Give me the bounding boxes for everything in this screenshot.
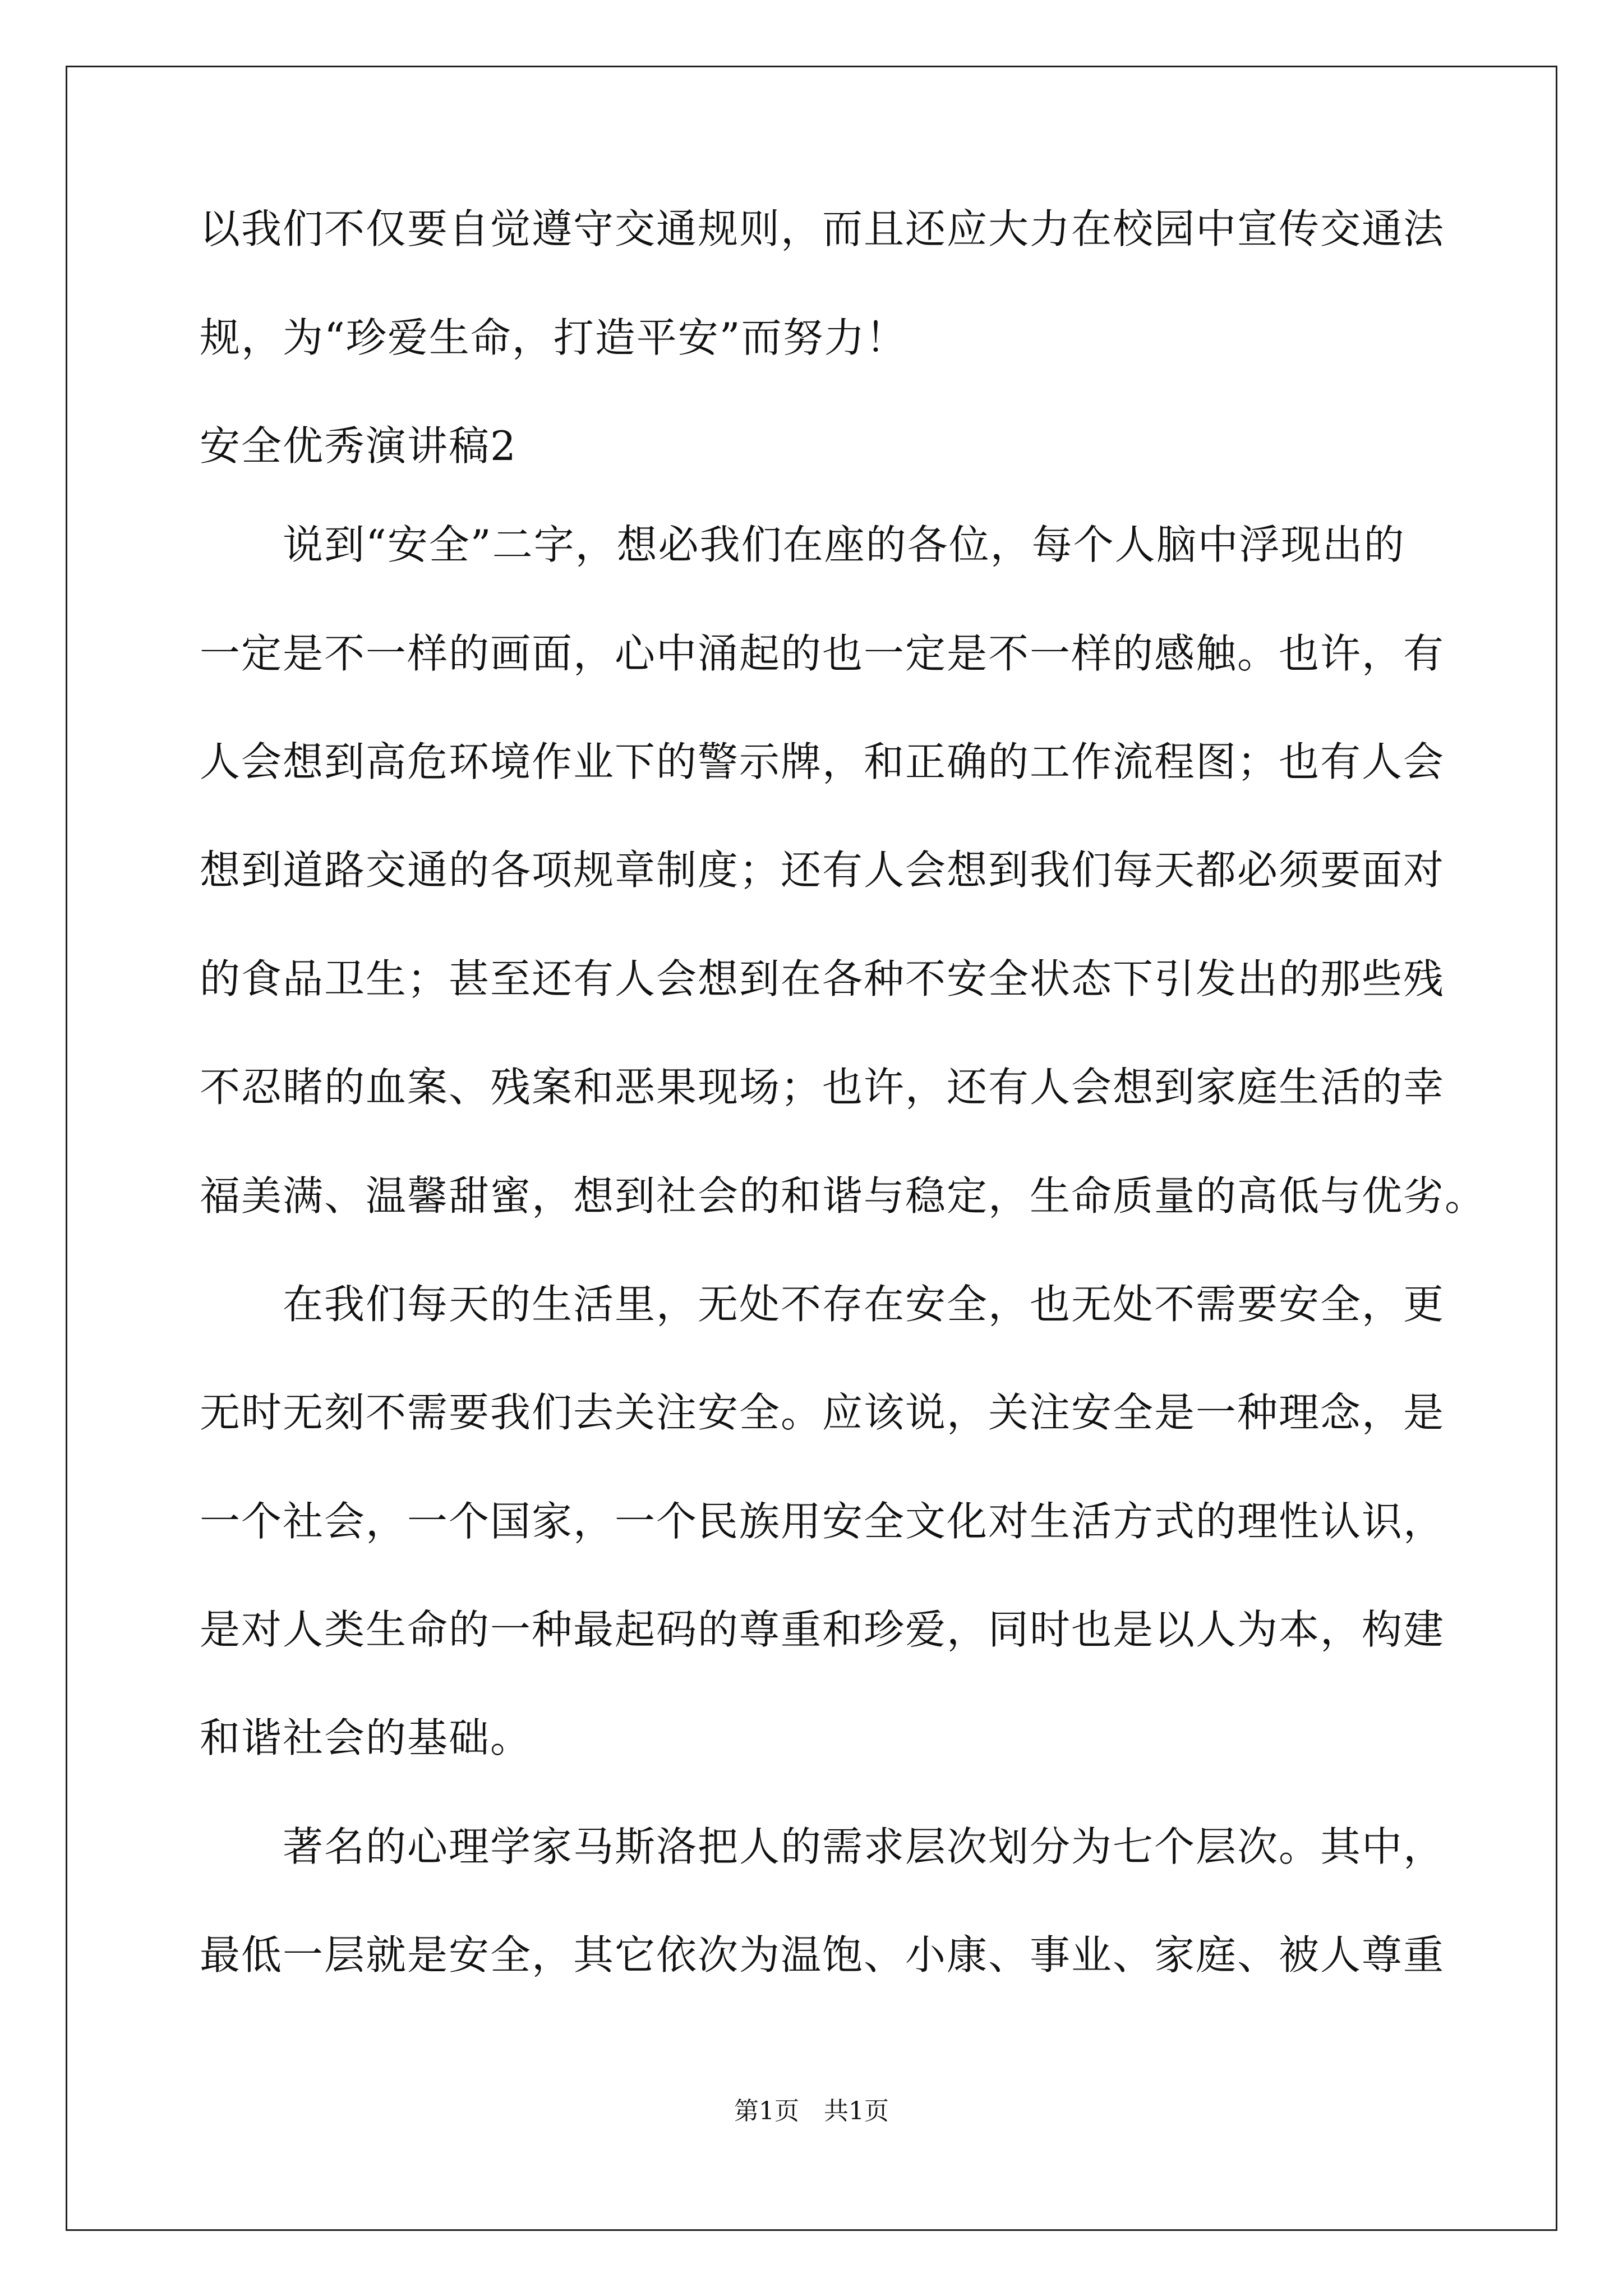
text-line: 一个社会，一个国家，一个民族用安全文化对生活方式的理性认识， bbox=[200, 1498, 1445, 1545]
section-heading: 安全优秀演讲稿2 bbox=[200, 422, 517, 470]
text-line: 和谐社会的基础。 bbox=[200, 1714, 532, 1761]
text-line: 以我们不仅要自觉遵守交通规则，而且还应大力在校园中宣传交通法 bbox=[200, 205, 1445, 252]
page-footer bbox=[0, 2097, 1623, 2125]
text-line: 的食品卫生；甚至还有人会想到在各种不安全状态下引发出的那些残 bbox=[200, 955, 1445, 1002]
text-line: 规，为“珍爱生命，打造平安”而努力！ bbox=[200, 314, 907, 361]
page-number: 第1页 共1页 bbox=[734, 2097, 889, 2125]
text-line: 想到道路交通的各项规章制度；还有人会想到我们每天都必须要面对 bbox=[200, 846, 1445, 894]
text-line: 无时无刻不需要我们去关注安全。应该说，关注安全是一种理念，是 bbox=[200, 1389, 1445, 1436]
text-line: 著名的心理学家马斯洛把人的需求层次划分为七个层次。其中， bbox=[200, 1823, 1445, 1870]
page-border bbox=[66, 66, 1557, 2231]
text-line: 在我们每天的生活里，无处不存在安全，也无处不需要安全，更 bbox=[200, 1281, 1445, 1328]
text-line: 一定是不一样的画面，心中涌起的也一定是不一样的感触。也许，有 bbox=[200, 630, 1445, 677]
text-line: 不忍睹的血案、残案和恶果现场；也许，还有人会想到家庭生活的幸 bbox=[200, 1064, 1445, 1111]
text-line: 是对人类生命的一种最起码的尊重和珍爱，同时也是以人为本，构建 bbox=[200, 1606, 1445, 1653]
text-line: 说到“安全”二字，想必我们在座的各位，每个人脑中浮现出的 bbox=[200, 521, 1405, 568]
text-line: 福美满、温馨甜蜜，想到社会的和谐与稳定，生命质量的高低与优劣。 bbox=[200, 1172, 1487, 1220]
text-line: 人会想到高危环境作业下的警示牌，和正确的工作流程图；也有人会 bbox=[200, 738, 1445, 785]
text-line: 最低一层就是安全，其它依次为温饱、小康、事业、家庭、被人尊重 bbox=[200, 1931, 1445, 1978]
